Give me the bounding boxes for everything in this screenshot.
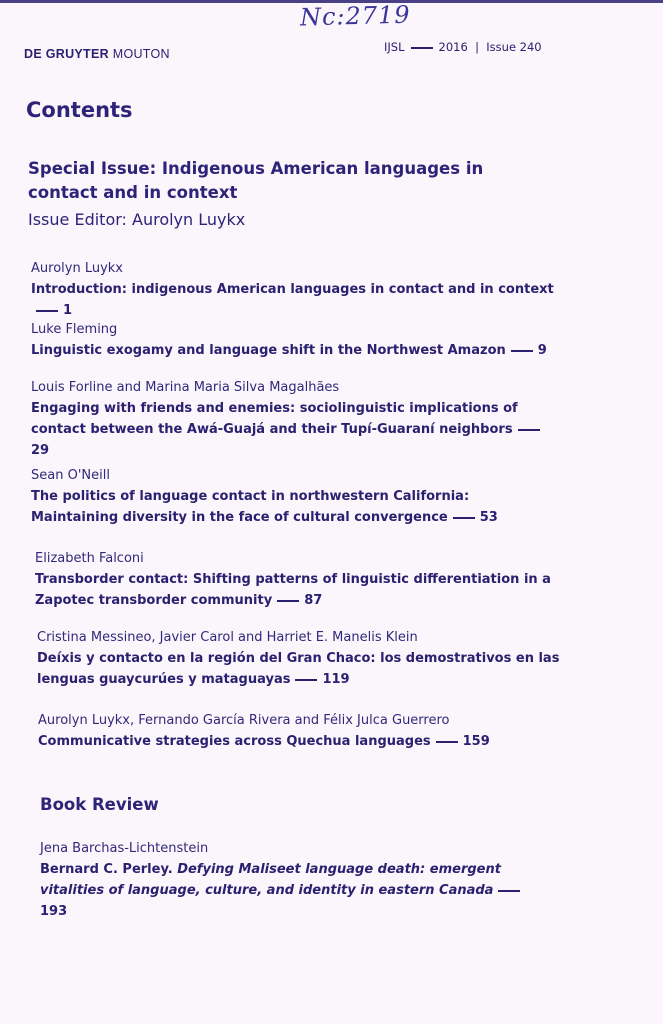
entry-author: Aurolyn Luykx, Fernando García Rivera and Félix Julca Guerrero bbox=[38, 713, 450, 728]
dash-rule bbox=[277, 600, 299, 602]
entry-page: 119 bbox=[322, 672, 350, 687]
dash-rule bbox=[411, 47, 433, 49]
review-title-prefix: Bernard C. Perley. bbox=[40, 862, 173, 877]
publisher-name-bold: DE GRUYTER bbox=[24, 47, 109, 61]
entry-title-text: Engaging with friends and enemies: sociolinguistic implications of contact between the Awá-Guajá and their Tupí-Guaraní neighbors bbox=[31, 401, 518, 437]
entry-page: 29 bbox=[31, 443, 50, 458]
publisher-name-light: MOUTON bbox=[112, 47, 170, 61]
dash-rule bbox=[36, 310, 58, 312]
entry-title[interactable] bbox=[31, 486, 551, 528]
entry-author: Elizabeth Falconi bbox=[35, 551, 144, 566]
dash-rule bbox=[511, 350, 533, 352]
entry-title-text: Linguistic exogamy and language shift in the Northwest Amazon bbox=[31, 343, 506, 358]
journal-info bbox=[384, 40, 542, 54]
entry-author: Luke Fleming bbox=[31, 322, 118, 337]
review-author: Jena Barchas-Lichtenstein bbox=[40, 841, 209, 856]
dash-rule bbox=[436, 741, 458, 743]
entry-title[interactable] bbox=[31, 398, 551, 461]
book-review-heading: Book Review bbox=[40, 795, 159, 814]
entry-title[interactable] bbox=[31, 279, 561, 321]
journal-abbrev: IJSL bbox=[384, 40, 405, 54]
dash-rule bbox=[453, 517, 475, 519]
entry-author: Sean O'Neill bbox=[31, 468, 110, 483]
toc-entry bbox=[38, 711, 573, 752]
entry-title[interactable] bbox=[37, 648, 572, 690]
publisher-logo bbox=[24, 47, 170, 61]
entry-title-text: The politics of language contact in northwestern California: Maintaining diversity in the face of cultural convergence bbox=[31, 489, 470, 525]
toc-entry bbox=[31, 378, 551, 461]
toc-entry bbox=[31, 259, 561, 321]
toc-entry bbox=[31, 466, 551, 528]
toc-entry bbox=[37, 628, 572, 690]
entry-title-text: Communicative strategies across Quechua languages bbox=[38, 734, 431, 749]
entry-title-text: Deíxis y contacto en la región del Gran Chaco: los demostrativos en las lenguas guaycurúes y mataguayas bbox=[37, 651, 560, 687]
entry-page: 87 bbox=[304, 593, 323, 608]
toc-entry bbox=[35, 549, 570, 611]
entry-title-text: Transborder contact: Shifting patterns of linguistic differentiation in a Zapotec transborder community bbox=[35, 572, 551, 608]
toc-entry bbox=[31, 320, 561, 361]
review-page: 193 bbox=[40, 904, 68, 919]
special-issue-title: Special Issue: Indigenous American languages in contact and in context bbox=[28, 159, 484, 202]
issue-editor: Issue Editor: Aurolyn Luykx bbox=[28, 210, 246, 229]
entry-author: Aurolyn Luykx bbox=[31, 261, 123, 276]
entry-page: 159 bbox=[462, 734, 490, 749]
separator-bar: | bbox=[471, 40, 483, 54]
book-review-entry bbox=[40, 839, 540, 922]
review-book-title: Defying Maliseet language death: emergent vitalities of language, culture, and identity in eastern Canada bbox=[40, 862, 501, 898]
entry-title-text: Introduction: indigenous American languages in contact and in context bbox=[31, 282, 554, 297]
handwritten-catalog-note: Nc:2719 bbox=[299, 0, 411, 32]
entry-title[interactable] bbox=[38, 731, 573, 752]
dash-rule bbox=[498, 890, 520, 892]
entry-author: Louis Forline and Marina Maria Silva Magalhães bbox=[31, 380, 340, 395]
journal-year: 2016 bbox=[438, 40, 468, 54]
journal-issue: Issue 240 bbox=[486, 40, 542, 54]
review-title[interactable] bbox=[40, 859, 540, 922]
dash-rule bbox=[295, 679, 317, 681]
entry-title[interactable] bbox=[35, 569, 570, 611]
entry-page: 1 bbox=[63, 303, 73, 318]
entry-author: Cristina Messineo, Javier Carol and Harriet E. Manelis Klein bbox=[37, 630, 418, 645]
entry-page: 9 bbox=[537, 343, 547, 358]
entry-title[interactable] bbox=[31, 340, 561, 361]
entry-page: 53 bbox=[479, 510, 498, 525]
dash-rule bbox=[518, 429, 540, 431]
contents-heading: Contents bbox=[26, 98, 133, 122]
